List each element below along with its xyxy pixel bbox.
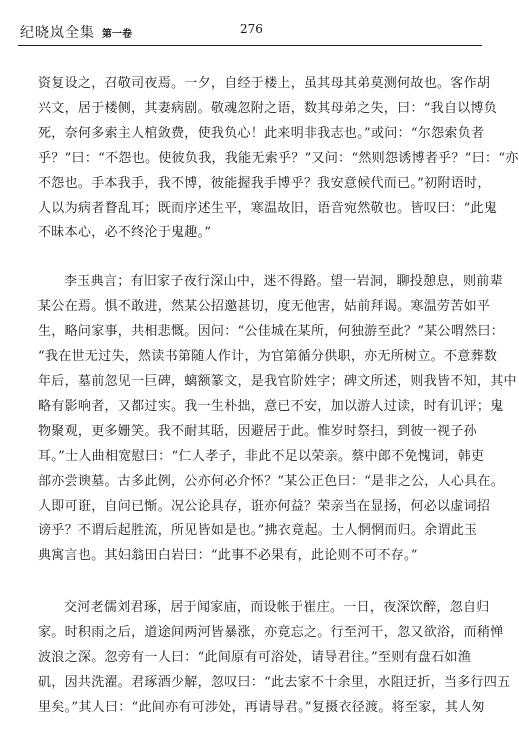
text-line: 交河老儒刘君琢，居于闻家庙，而设帐于崔庄。一日，夜深饮醉，忽自归	[64, 600, 490, 616]
text-line: 矶，因共洗濯。君琢酒少解，忽叹曰：“此去家不十余里，水阻迂折，当多行四五	[38, 674, 511, 690]
text-line: 略有影响者，又都过实。我一生朴拙，意已不安，加以游人过读，时有讥评；鬼	[38, 398, 504, 414]
text-line: 波浪之深。忽旁有一人曰：“此间原有可浴处，请导君往。”至则有盘石如渔	[38, 650, 471, 666]
text-line: 李玉典言；有旧家子夜行深山中，迷不得路。望一岩洞，聊投憩息，则前辈	[64, 274, 503, 290]
text-line: 里矣。”其人曰：“此间亦有可涉处，再请导君。”复摄衣径渡。将至家，其人匆	[38, 699, 485, 715]
text-line: 死，奈何多索主人棺敛费，使我负心！此来明非我志也。”或问：“尔怨索负者	[38, 125, 485, 141]
text-line: 不昧本心，必不终沦于鬼趣。”	[38, 225, 212, 241]
header-rule	[18, 45, 482, 46]
text-line: 人以为病者瞀乱耳；既而序述生平，寒温故旧，语音宛然敬也。皆叹曰：“此鬼	[38, 200, 498, 216]
text-line: 不怨也。手本我手，我不博，彼能握我手博乎？我安意候代而已。”初附语时，	[38, 175, 491, 191]
text-line: 生，略问家事，共相悲慨。因问：“公佳城在某所，何独游至此？”某公喟然曰：	[38, 324, 505, 340]
paragraph-li-yudian	[38, 270, 517, 569]
text-line: 资复设之，召敬司夜焉。一夕，自经于楼上，虽其母其弟莫测何故也。客作胡	[38, 76, 491, 91]
text-line: 乎？”曰：“不怨也。使彼负我，我能无索乎？”又问：“然则怨诱博者乎？”曰：“亦	[38, 150, 519, 166]
text-line: 部亦尝谀墓。古多此例，公亦何必介怀？”某公正色曰：“是非之公，人心具在。	[38, 473, 505, 489]
text-line: 人即可诳，自问已惭。况公论具存，诳亦何益？荣亲当在显扬，何必以虚词招	[38, 498, 491, 514]
text-line: 物聚观，更多姗笑。我不耐其聒，因避居于此。惟岁时祭扫，到彼一视子孙	[38, 423, 477, 439]
volume-label: 第一卷	[102, 29, 132, 40]
page-number: 276	[240, 22, 263, 36]
text-line: 年后，墓前忽见一巨碑，螭额篆文，是我官阶姓字；碑文所述，则我皆不知，其中	[38, 373, 517, 389]
text-line: 兴文，居于楼侧，其妻病剧。敬魂忽附之语，数其母弟之失，曰：“我自以博负	[38, 100, 498, 116]
paragraph-hu-jing	[38, 72, 519, 246]
text-line: 典寓言也。其妇翁田白岩曰：“此事不必果有，此论则不可不存。”	[38, 548, 418, 564]
text-line: 家。时积雨之后，道途间两河皆暴涨，亦竟忘之。行至河干，忽又欲浴，而稍惮	[38, 625, 504, 641]
text-line: “我在世无过失，然读书第随人作计，为官第循分供职，亦无所树立。不意葬数	[38, 349, 498, 365]
text-line: 某公在焉。惧不敢进，然某公招邀甚切，度无他害，姑前拜谒。寒温劳苦如平	[38, 299, 491, 315]
text-line: 谤乎？不谓后起胜流，所见皆如是也。”拂衣竟起。士人惘惘而归。余谓此玉	[38, 523, 478, 539]
paragraph-liu-junzhuo	[38, 596, 511, 721]
text-line: 耳。”士人曲相宽慰曰：“仁人孝子，非此不足以荣亲。蔡中郎不免愧词，韩吏	[38, 448, 485, 464]
book-title: 纪晓岚全集	[20, 25, 95, 41]
page-header	[0, 0, 498, 50]
main-text	[38, 72, 519, 721]
